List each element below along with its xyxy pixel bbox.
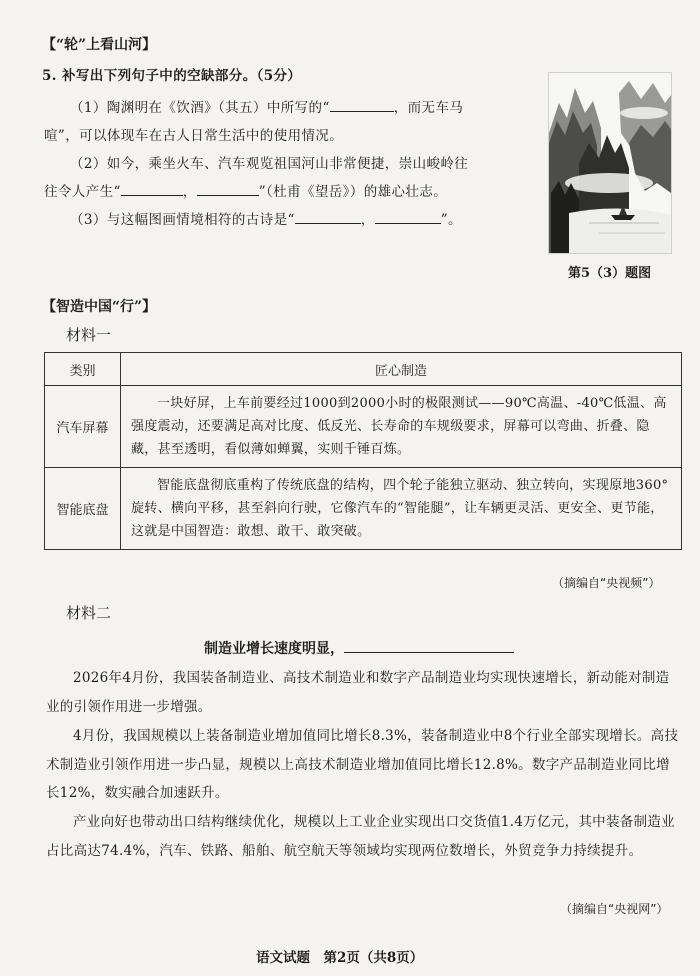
answer-blank[interactable] (330, 97, 394, 112)
question-5-2-line-1: （2）如今，乘坐火车、汽车观览祖国河山非常便捷，崇山峻岭往 (70, 156, 469, 172)
mountain-river-painting-icon (549, 73, 671, 253)
material-2-label: 材料二 (66, 604, 112, 622)
material-1-source: （摘编自“央视频”） (552, 576, 661, 590)
material-1-table (44, 352, 682, 550)
headline-answer-blank[interactable] (344, 638, 514, 653)
section-title-wheel: 【“轮”上看山河】 (42, 37, 157, 53)
table-cell-content: 一块好屏，上车前要经过1000到2000小时的极限测试——90℃高温、-40℃低温、高强度震动，还要满足高对比度、低反光、长寿命的车规级要求，屏幕可以弯曲、折叠、隐藏，甚至透明，看似薄如蝉翼，实则千锤百炼。 (121, 386, 682, 468)
material-1-label: 材料一 (66, 326, 112, 344)
table-cell-content: 智能底盘彻底重构了传统底盘的结构，四个轮子能独立驱动、独立转向，实现原地360°旋转、横向平移，甚至斜向行驶，它像汽车的“智能腿”，让车辆更灵活、更安全、更节能，这就是中国智造：敢想、敢干、敢突破。 (121, 468, 682, 550)
table-header-content: 匠心制造 (121, 353, 682, 386)
material-2-paragraph-1: 2026年4月份，我国装备制造业、高技术制造业和数字产品制造业均实现快速增长，新动能对制造业的引领作用进一步增强。 (46, 670, 670, 715)
material-2-paragraph-3: 产业向好也带动出口结构继续优化，规模以上工业企业实现出口交货值1.4万亿元，其中装备制造业占比高达74.4%，汽车、铁路、船舶、航空航天等领域均实现两位数增长，外贸竞争力持续提升。 (46, 814, 675, 859)
figure-caption: 第5（3）题图 (568, 266, 652, 281)
table-row (45, 386, 682, 468)
table-cell-category: 智能底盘 (45, 468, 121, 550)
answer-blank[interactable] (121, 181, 183, 196)
question-5-2-line-2: 往令人产生“ ， ”（杜甫《望岳》）的雄心壮志。 (44, 180, 447, 200)
answer-blank[interactable] (375, 209, 441, 224)
material-2-headline: 制造业增长速度明显， (204, 638, 514, 658)
table-cell-category: 汽车屏幕 (45, 386, 121, 468)
page-footer: 语文试题 第2页（共8页） (256, 950, 424, 966)
question-5-1-line-1: （1）陶渊明在《饮酒》（其五）中所写的“ ，而无车马 (70, 96, 463, 116)
question-5-3-line: （3）与这幅图画情境相符的古诗是“ ， ”。 (70, 208, 462, 228)
material-2-paragraph-2: 4月份，我国规模以上装备制造业增加值同比增长8.3%，装备制造业中8个行业全部实现增长。高技术制造业引领作用进一步凸显，规模以上高技术制造业增加值同比增长12.8%。数字产品制造业同比增长12%，数实融合加速跃升。 (46, 728, 679, 801)
landscape-painting (548, 72, 672, 254)
question-5-1-line-2: 喧”，可以体现车在古人日常生活中的使用情况。 (44, 128, 344, 144)
material-2-source: （摘编自“央视网”） (560, 902, 669, 916)
table-header-row (45, 353, 682, 386)
section-title-manufacturing: 【智造中国“行”】 (42, 299, 157, 315)
answer-blank[interactable] (295, 209, 361, 224)
table-row (45, 468, 682, 550)
answer-blank[interactable] (197, 181, 259, 196)
question-5-stem: 5. 补写出下列句子中的空缺部分。（5分） (42, 68, 302, 84)
table-header-category: 类别 (45, 353, 121, 386)
